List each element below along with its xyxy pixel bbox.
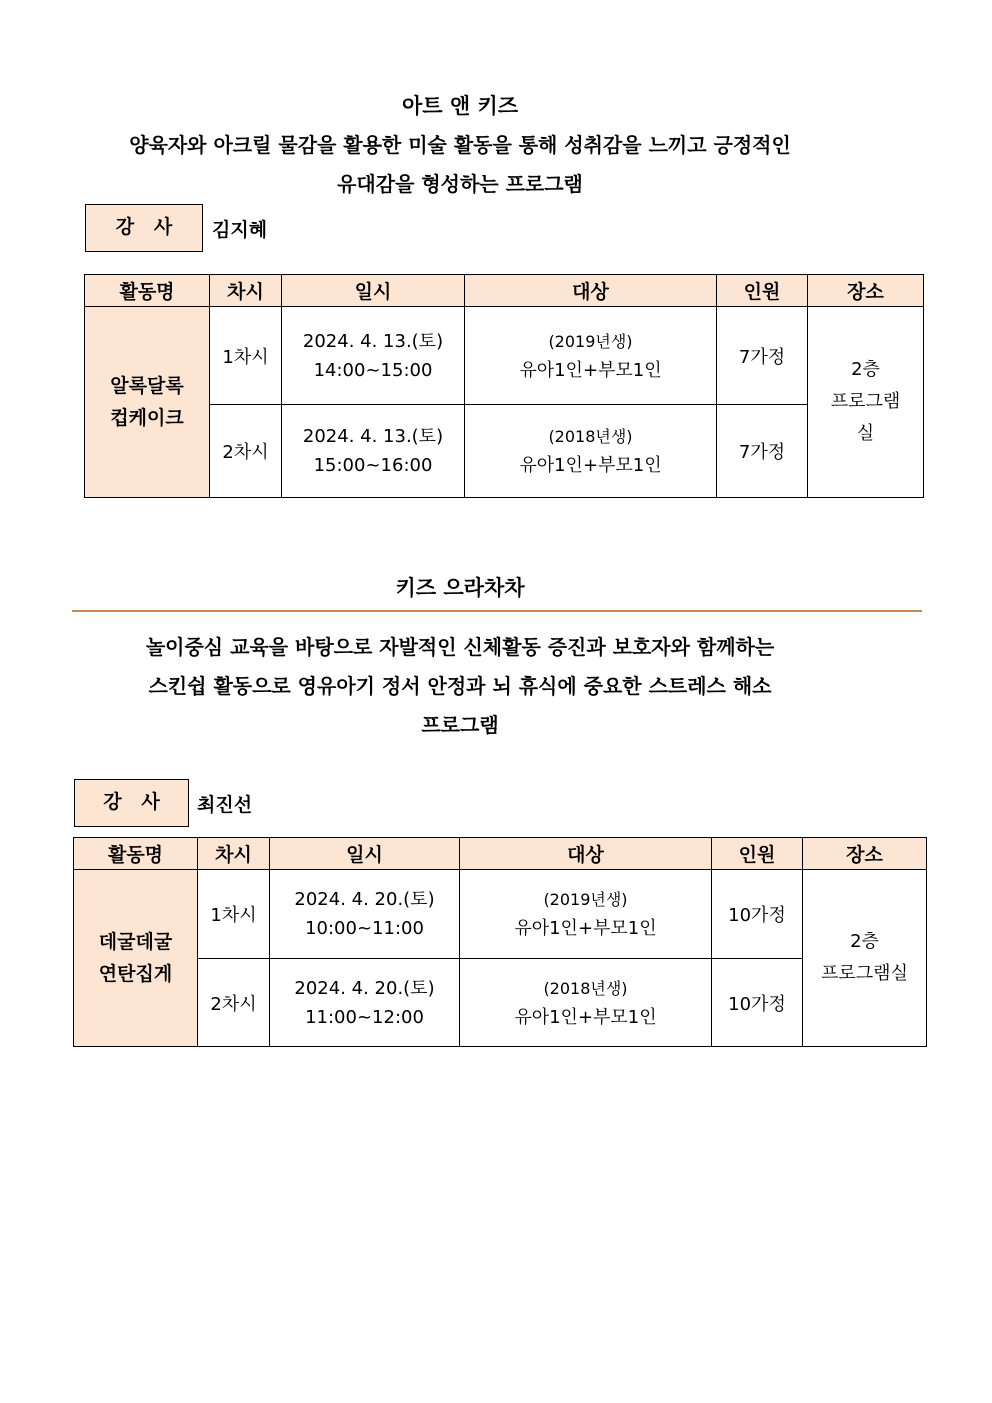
table-row — [74, 959, 927, 1047]
header-location: 장소 — [808, 275, 924, 307]
header-datetime: 일시 — [270, 838, 460, 870]
header-target: 대상 — [465, 275, 717, 307]
capacity-cell: 7가정 — [717, 405, 808, 498]
datetime-cell: 2024. 4. 20.(토) 11:00~12:00 — [270, 959, 460, 1047]
instructor-name: 최진선 — [197, 794, 253, 816]
header-target: 대상 — [460, 838, 712, 870]
target-cell: (2019년생) 유아1인+부모1인 — [465, 307, 717, 405]
datetime-cell: 2024. 4. 20.(토) 10:00~11:00 — [270, 870, 460, 959]
header-datetime: 일시 — [282, 275, 465, 307]
datetime-cell: 2024. 4. 13.(토) 14:00~15:00 — [282, 307, 465, 405]
datetime-cell: 2024. 4. 13.(토) 15:00~16:00 — [282, 405, 465, 498]
target-cell: (2019년생) 유아1인+부모1인 — [460, 870, 712, 959]
capacity-cell: 10가정 — [712, 870, 803, 959]
schedule-table — [73, 837, 927, 1047]
session-cell: 1차시 — [198, 870, 270, 959]
header-location: 장소 — [803, 838, 927, 870]
header-capacity: 인원 — [717, 275, 808, 307]
program-description — [60, 126, 860, 204]
table-row — [74, 870, 927, 959]
table-row — [85, 405, 924, 498]
header-activity: 활동명 — [74, 838, 198, 870]
session-cell: 2차시 — [198, 959, 270, 1047]
table-row — [85, 307, 924, 405]
table-header-row — [74, 838, 927, 870]
location-cell: 2층 프로그램실 — [803, 870, 927, 1047]
capacity-cell: 10가정 — [712, 959, 803, 1047]
capacity-cell: 7가정 — [717, 307, 808, 405]
header-session: 차시 — [210, 275, 282, 307]
section-divider — [72, 610, 922, 612]
description-line: 양육자와 아크릴 물감을 활용한 미술 활동을 통해 성취감을 느끼고 긍정적인 — [129, 133, 791, 157]
description-line: 유대감을 형성하는 프로그램 — [337, 172, 583, 196]
session-cell: 1차시 — [210, 307, 282, 405]
table-header-row — [85, 275, 924, 307]
instructor-label: 강 사 — [74, 779, 189, 827]
instructor-label: 강 사 — [85, 204, 203, 252]
instructor-name: 김지혜 — [212, 219, 268, 241]
description-line: 놀이중심 교육을 바탕으로 자발적인 신체활동 증진과 보호자와 함께하는 — [145, 635, 775, 659]
header-capacity: 인원 — [712, 838, 803, 870]
target-cell: (2018년생) 유아1인+부모1인 — [460, 959, 712, 1047]
header-activity: 활동명 — [85, 275, 210, 307]
activity-name: 데굴데굴 연탄집게 — [74, 870, 198, 1047]
location-cell: 2층 프로그램 실 — [808, 307, 924, 498]
program-title: 키즈 으라차차 — [395, 576, 525, 600]
activity-name: 알록달록 컵케이크 — [85, 307, 210, 498]
header-session: 차시 — [198, 838, 270, 870]
program-description — [60, 628, 860, 745]
target-cell: (2018년생) 유아1인+부모1인 — [465, 405, 717, 498]
description-line: 스킨쉽 활동으로 영유아기 정서 안정과 뇌 휴식에 중요한 스트레스 해소 — [148, 674, 772, 698]
description-line: 프로그램 — [421, 713, 499, 737]
session-cell: 2차시 — [210, 405, 282, 498]
program-title: 아트 앤 키즈 — [401, 94, 519, 118]
schedule-table — [84, 274, 924, 498]
